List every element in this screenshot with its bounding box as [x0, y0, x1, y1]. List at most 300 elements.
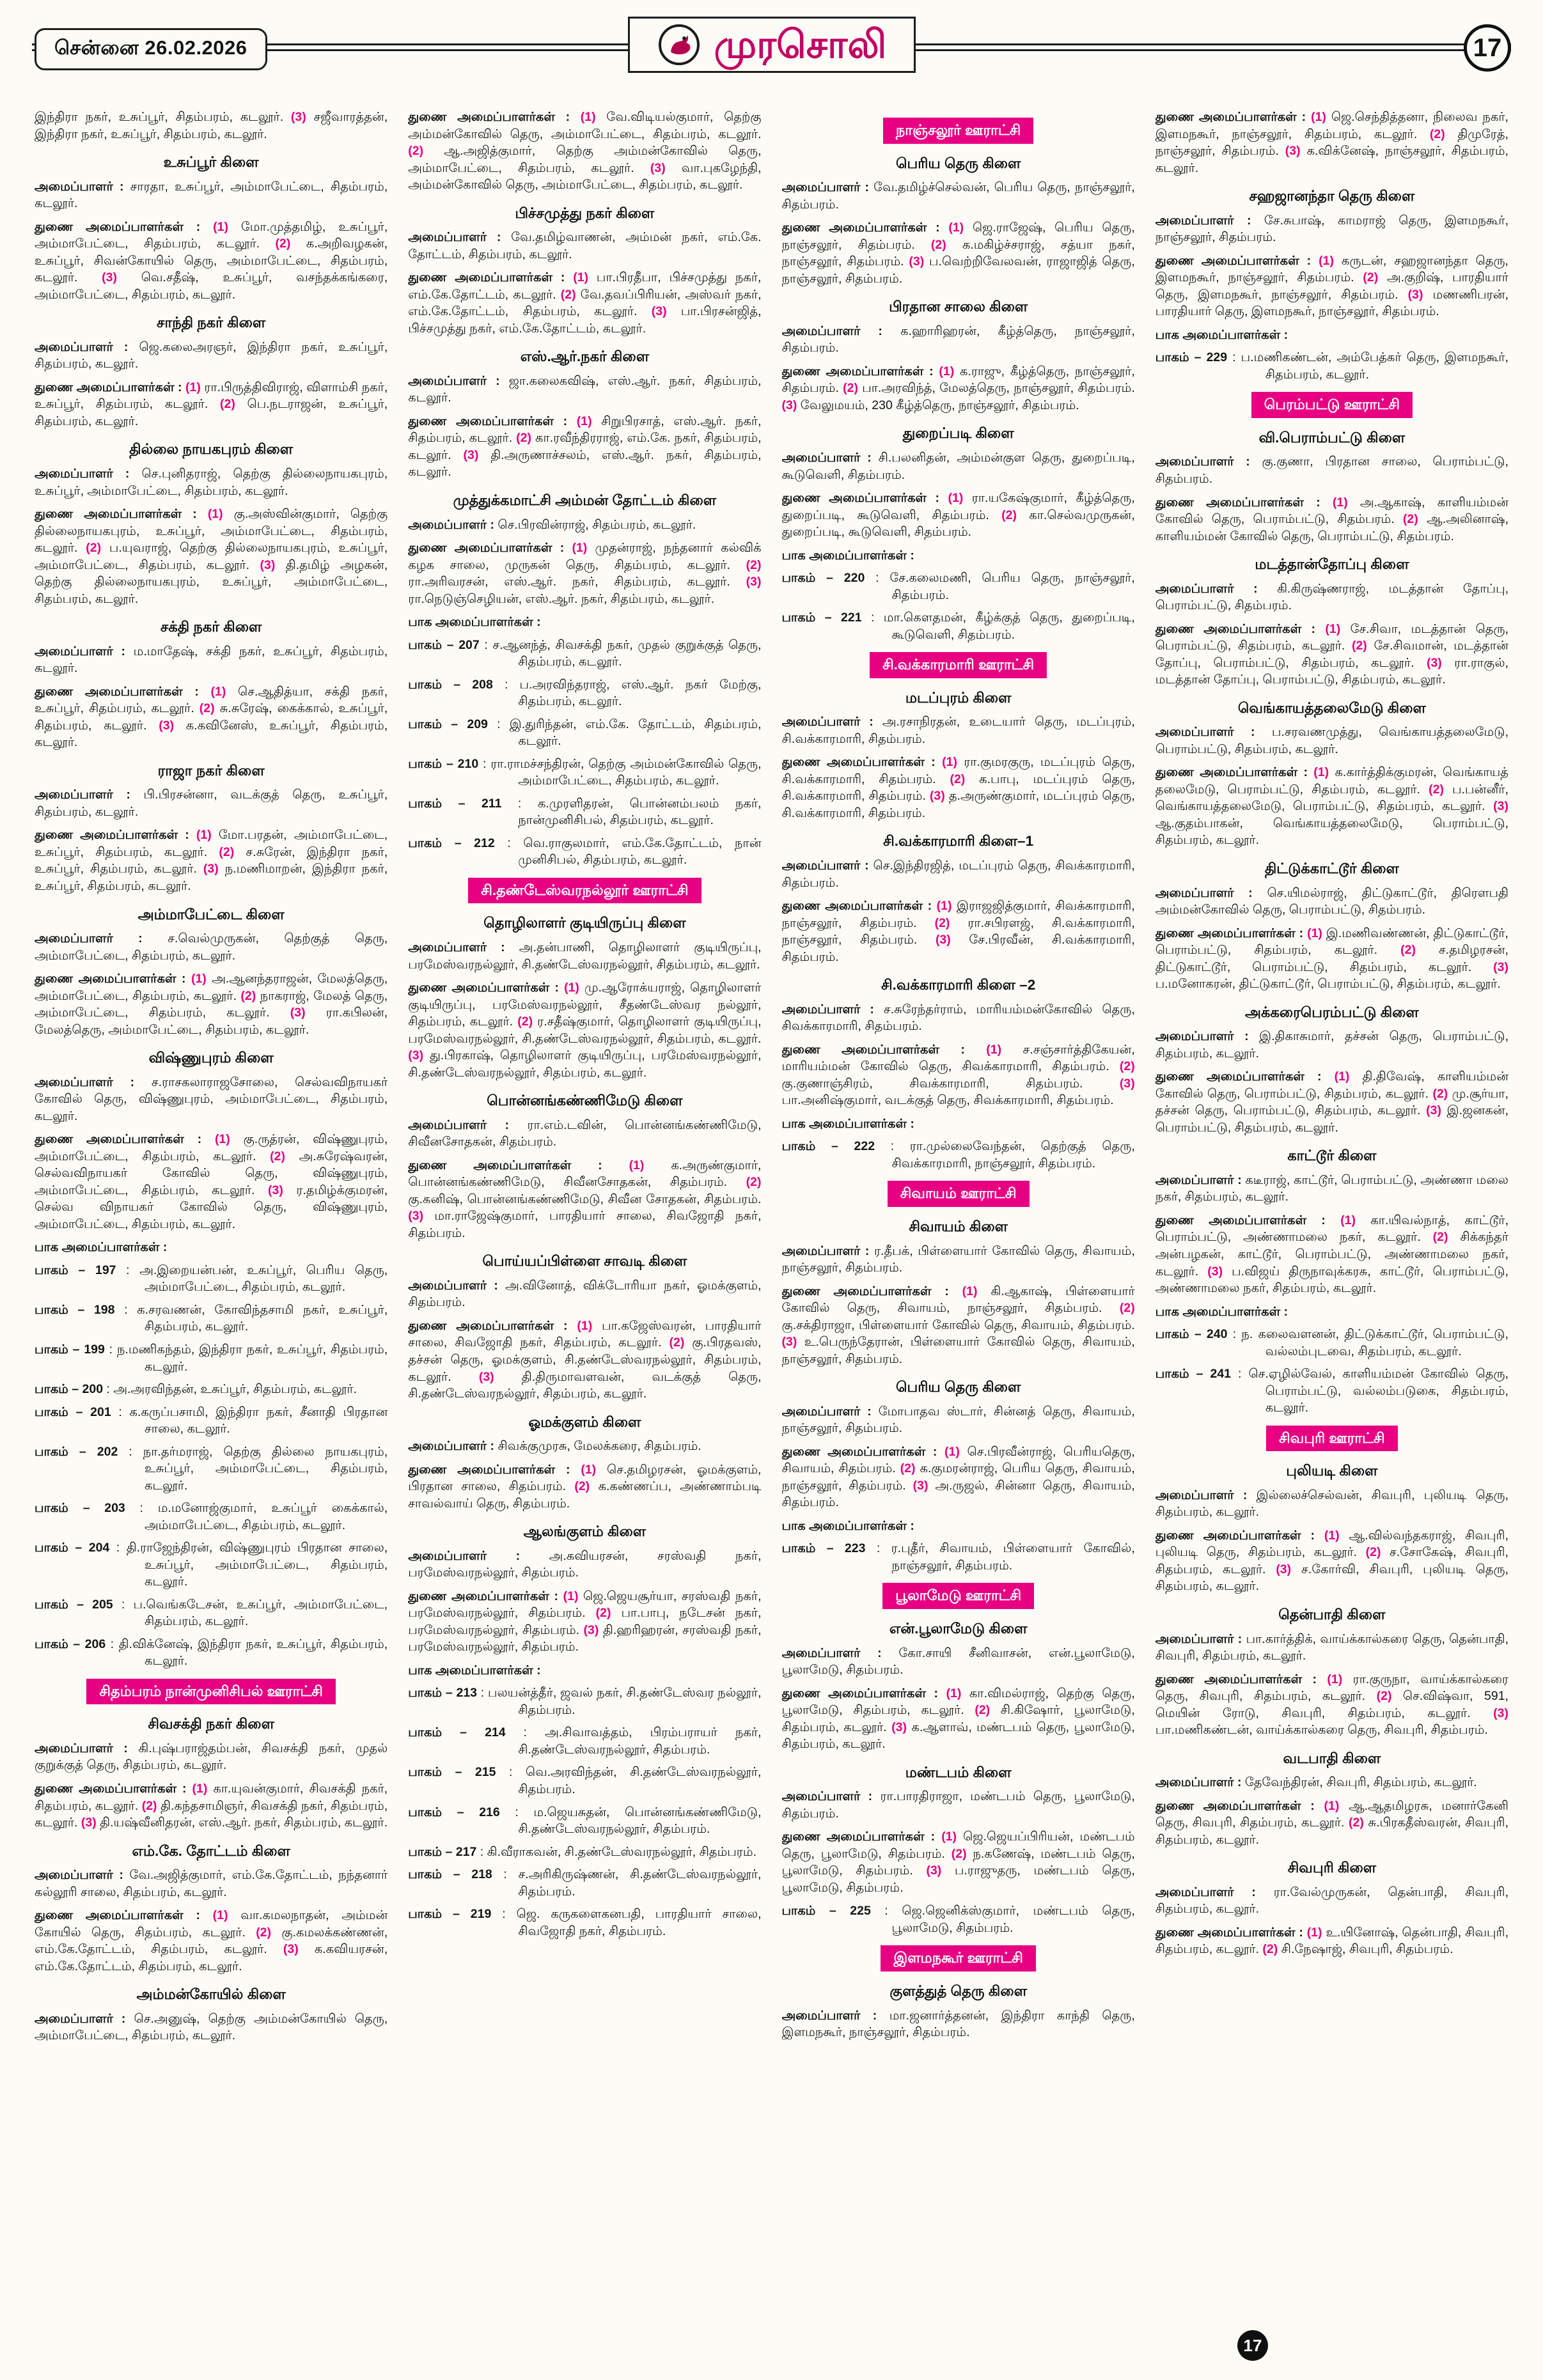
- entry-paragraph: துணை அமைப்பாளர்கள் : (1) கு.அஸ்வின்குமார், தெற்கு தில்லைநாயகபுரம், உசுப்பூர், அம்மாபேட்டை, சிதம்பரம், கடலூர். (2) ப.யுவராஜ், தெற்கு தில்லைநாயகபுரம், உசுப்பூர், அம்மாபேட்டை, சிதம்பரம், கடலூர். (3) தி.தமிழ் அழகன், தெற்கு தில்லைநாயகபுரம், உசுப்பூர், அம்மாபேட்டை, சிதம்பரம், கடலூர்.: [35, 507, 388, 606]
- role-label: அமைப்பாளர் :: [1155, 885, 1267, 900]
- role-label: துணை அமைப்பாளர்கள் :: [35, 1132, 215, 1147]
- item-number: (1): [576, 414, 592, 428]
- entry-paragraph: அமைப்பாளர் : கோ.சாயி சீனிவாசன், என்.பூலாமேடு, பூலாமேடு, சிதம்பரம்.: [781, 1645, 1135, 1677]
- role-label: துணை அமைப்பாளர்கள் :: [35, 507, 208, 522]
- branch-heading: சிவாயம் கிளை: [909, 1218, 1008, 1234]
- ward-entry: பாகம் – 205 : ப.வெங்கடேசன், உசுப்பூர், அம்மாபேட்டை, சிதம்பரம், கடலூர்.: [35, 1597, 388, 1629]
- role-label: துணை அமைப்பாளர்கள் :: [781, 899, 937, 914]
- role-label: துணை அமைப்பாளர்கள் :: [1155, 1069, 1335, 1084]
- branch-heading: சி.வக்காரமாரி கிளை–1: [883, 833, 1034, 850]
- item-number: (2): [1001, 508, 1017, 522]
- panchayat-section-header: சிவபுரி ஊராட்சி: [1266, 1426, 1398, 1452]
- ward-entry: பாகம் – 203 : ம.மனோஜ்குமார், உசுப்பூர் கைக்கால், அம்மாபேட்டை, சிதம்பரம், கடலூர்.: [35, 1501, 388, 1532]
- item-number: (2): [219, 397, 235, 412]
- item-number: (3): [102, 270, 118, 285]
- item-number: (2): [1363, 270, 1379, 285]
- entry-paragraph: அமைப்பாளர் : ஜெ.கலைஅரஞர், இந்திரா நகர், உசுப்பூர், சிதம்பரம், கடலூர்.: [35, 339, 388, 371]
- item-number: (1): [936, 899, 952, 914]
- branch-heading: குளத்துத் தெரு கிளை: [889, 1983, 1027, 2000]
- role-label: அமைப்பாளர் :: [35, 467, 142, 481]
- item-number: (2): [595, 1606, 611, 1621]
- item-number: (1): [942, 755, 957, 770]
- branch-heading: முத்துக்கமாட்சி அம்மன் தோட்டம் கிளை: [453, 492, 717, 508]
- role-label: அமைப்பாளர் :: [781, 180, 874, 195]
- role-label: அமைப்பாளர் :: [408, 1278, 506, 1293]
- item-number: (1): [946, 1686, 962, 1700]
- entry-paragraph: அமைப்பாளர் : ச.சுரேந்தர்ராம், மாரியம்மன்கோவில் தெரு, சிவக்காரமாரி, சிதம்பரம்.: [781, 1002, 1135, 1034]
- item-number: (1): [1340, 1213, 1356, 1227]
- item-number: (2): [574, 1479, 590, 1494]
- item-number: (1): [941, 1830, 957, 1844]
- role-label: துணை அமைப்பாளர்கள் :: [35, 1908, 213, 1923]
- branch-heading: விஷ்ணுபுரம் கிளை: [148, 1050, 274, 1066]
- entry-paragraph: துணை அமைப்பாளர்கள் : (1) கா.யிவல்நாத், காட்டூர், பெராம்பட்டு, அண்ணாமலை நகர், கடலூர். (2) சிக்கந்தர் அன்பழகன், காட்டூர், பெராம்பட்டு, அண்ணாமலை நகர், கடலூர். (3) ப.விஜய் திருநாவுக்கரசு, காட்டூர், பெராம்பட்டு, அண்ணாமலை நகர், சிதம்பரம், கடலூர்.: [1155, 1213, 1508, 1296]
- item-number: (1): [196, 828, 212, 843]
- ward-entry: பாகம் – 240 : ந. கலைவளனன், திட்டுக்காட்டூர், பெராம்பட்டு, வல்லம்புடவை, சிதம்பரம், கடலூர்.: [1155, 1327, 1508, 1358]
- role-label: துணை அமைப்பாளர்கள் :: [408, 1462, 581, 1477]
- item-number: (1): [577, 1318, 593, 1333]
- item-number: (2): [746, 557, 762, 572]
- panchayat-section-header: நாஞ்சலூர் ஊராட்சி: [883, 118, 1034, 144]
- item-number: (2): [517, 1015, 533, 1029]
- role-label: துணை அமைப்பாளர்கள் :: [35, 684, 211, 699]
- entry-paragraph: அமைப்பாளர் : அ.கவியரசன், சரஸ்வதி நகர், பரமேஸ்வரநல்லூர், சிதம்பரம்.: [408, 1548, 762, 1580]
- item-number: (2): [669, 1335, 685, 1350]
- entry-paragraph: துணை அமைப்பாளர்கள் : (1) பா.பிரதீபா, பிச்சமுத்து நகர், எம்.கே.தோட்டம், கடலூர். (2) வே.தவப்பிரியன், அஸ்வர் நகர், எம்.கே.தோட்டம், சிதம்பரம், கடலூர். (3) பா.பிரசன்ஜித், பிச்சமுத்து நகர், எம்.கே.தோட்டம், கடலூர்.: [408, 270, 762, 336]
- entry-paragraph: அமைப்பாளர் : கடீராஜ், காட்டூர், பெராம்பட்டு, அண்ணா மலை நகர், சிதம்பரம், கடலூர்.: [1155, 1172, 1508, 1204]
- item-number: (1): [192, 1781, 208, 1796]
- item-number: (2): [1349, 1816, 1364, 1830]
- ward-organizers-label: பாக அமைப்பாளர்கள் :: [1155, 1304, 1288, 1319]
- entry-paragraph: துணை அமைப்பாளர்கள் : (1) சிறுபிரசாத், எஸ்.ஆர். நகர், சிதம்பரம், கடலூர். (2) கா.ரவீந்திரராஜ், எம்.கே. நகர், சிதம்பரம், கடலூர். (3) தி.அருணாச்சலம், எஸ்.ஆர். நகர், சிதம்பரம், கடலூர்.: [408, 414, 762, 479]
- item-number: (1): [207, 507, 223, 522]
- role-label: துணை அமைப்பாளர்கள் :: [408, 414, 577, 428]
- entry-paragraph: இந்திரா நகர், உசுப்பூர், சிதம்பரம், கடலூர். (3) சஜீவாரத்தன், இந்திரா நகர், உசுப்பூர், சிதம்பரம், கடலூர்.: [35, 110, 388, 141]
- role-label: துணை அமைப்பாளர்கள் :: [1155, 765, 1314, 780]
- item-number: (1): [948, 221, 964, 235]
- page-header: [32, 24, 1511, 86]
- role-label: அமைப்பாளர் :: [781, 715, 882, 729]
- ward-number: பாகம் – 219: [408, 1907, 492, 1922]
- ward-number: பாகம் – 220: [781, 571, 865, 586]
- role-label: அமைப்பாளர் :: [35, 1868, 130, 1883]
- entry-paragraph: துணை அமைப்பாளர்கள் : (1) ஆ.ஆதமிழரசு, மனார்கேனி தெரு, சிவபுரி, சிதம்பரம், கடலூர். (2) சு.பிரகதீஸ்வரன், சிவபுரி, சிதம்பரம், கடலூர்.: [1155, 1798, 1508, 1847]
- text-column-2: [408, 109, 761, 2339]
- ward-entry: பாகம் – 204 : தி.ராஜேந்திரன், விஷ்ணுபுரம் பிரதான சாலை, உசுப்பூர், அம்மாபேட்டை, சிதம்பரம், கடலூர்.: [35, 1541, 388, 1589]
- ward-entry: பாகம் – 214 : அ.சிவாவத்தம், பிரம்பராயர் நகர், சி.தண்டேஸ்வரநல்லூர், சிதம்பரம்.: [408, 1725, 762, 1757]
- entry-paragraph: அமைப்பாளர் : தேவேந்திரன், சிவபுரி, சிதம்பரம், கடலூர்.: [1155, 1775, 1477, 1790]
- ward-number: பாகம் – 199: [35, 1342, 105, 1357]
- entry-paragraph: துணை அமைப்பாளர்கள் : (1) கு.ருத்ரன், விஷ்ணுபுரம், அம்மாபேட்டை, சிதம்பரம், கடலூர். (2) அ.சுரேஷ்வரன், செல்வவிநாயகர் கோவில் தெரு, விஷ்ணுபுரம், அம்மாபேட்டை, சிதம்பரம், கடலூர். (3) ர.தமிழ்க்குமரன், செல்வ விநாயகர் கோவில் தெரு, விஷ்ணுபுரம், அம்மாபேட்டை, சிதம்பரம், கடலூர்.: [35, 1132, 388, 1231]
- item-number: (1): [1307, 926, 1322, 940]
- entry-paragraph: அமைப்பாளர் : சி.பலனிதன், அம்மன்குள தெரு, துறைப்படி, கூடுவெளி, சிதம்பரம்.: [781, 451, 1135, 482]
- ward-entry: பாகம் – 222 : ரா.முல்லைவேந்தன், தெற்குத் தெரு, சிவக்காரமாரி, நாஞ்சலூர், சிதம்பரம்.: [781, 1139, 1135, 1171]
- ward-number: பாகம் – 204: [35, 1541, 110, 1555]
- item-number: (1): [1319, 253, 1334, 268]
- branch-heading: காட்டூர் கிளை: [1287, 1147, 1377, 1164]
- role-label: துணை அமைப்பாளர்கள் :: [1155, 110, 1312, 124]
- role-label: அமைப்பாளர் :: [35, 179, 130, 194]
- branch-heading: ராஜா நகர் கிளை: [157, 762, 265, 779]
- ward-number: பாகம் – 217: [408, 1844, 477, 1859]
- role-label: துணை அமைப்பாளர்கள் :: [408, 1589, 563, 1603]
- item-number: (2): [975, 1703, 991, 1718]
- entry-paragraph: துணை அமைப்பாளர்கள் : (1) மோ.முத்தமிழ், உசுப்பூர், அம்மாபேட்டை, சிதம்பரம், கடலூர். (2) க.அறிவழகன், உசுப்பூர், சிவன்கோயில் தெரு, அம்மாபேட்டை, சிதம்பரம், கடலூர். (3) வெ.சதீஷ், உசுப்பூர், வசந்தக்கங்கரை, அம்மாபேட்டை, சிதம்பரம், கடலூர்.: [35, 219, 388, 302]
- ward-entry: பாகம் – 211 : க.முரளிதரன், பொன்னம்பலம் நகர், நான்முனிசிபல், சிதம்பரம், கடலூர்.: [408, 796, 762, 828]
- ward-entry: பாகம் – 208 : ப.அரவிந்தராஜ், எஸ்.ஆர். நகர் மேற்கு, சிதம்பரம், கடலூர்.: [408, 677, 762, 709]
- entry-paragraph: அமைப்பாளர் : கி.கிருஷ்ணராஜ், மடத்தான் தோப்பு, பெராம்பட்டு, சிதம்பரம்.: [1155, 581, 1508, 613]
- branch-heading: சாந்தி நகர் கிளை: [157, 315, 266, 331]
- branch-heading: அக்கரைபெரம்பட்டு கிளை: [1245, 1004, 1419, 1020]
- entry-paragraph: துணை அமைப்பாளர்கள் : (1) ஜெ.ராஜேஷ், பெரிய தெரு, நாஞ்சலூர், சிதம்பரம். (2) க.மகிழ்ச்சராஜ், சத்யா நகர், நாஞ்சலூர், சிதம்பரம். (3) ப.வெற்றிவேலவன், ராஜாஜித் தெரு, நாஞ்சலூர், சிதம்பரம்.: [781, 221, 1135, 286]
- item-number: (3): [283, 1942, 299, 1957]
- panchayat-section-header: பெரம்பட்டு ஊராட்சி: [1251, 392, 1413, 418]
- entry-paragraph: துணை அமைப்பாளர்கள் : (1) முதன்ராஜ், நந்தனார் கல்விக் கழக சாலை, முருகன் தெரு, சிதம்பரம், கடலூர். (2) ரா.அரிவரசன், எஸ்.ஆர். நகர், சிதம்பரம், கடலூர். (3) ரா.நெடுஞ்செழியன், எஸ்.ஆர். நகர், சிதம்பரம், கடலூர்.: [408, 541, 762, 606]
- item-number: (2): [199, 701, 215, 716]
- role-label: அமைப்பாளர் :: [35, 644, 134, 658]
- role-label: அமைப்பாளர் :: [1155, 1775, 1245, 1790]
- branch-heading: சக்தி நகர் கிளை: [160, 619, 262, 635]
- ward-entry: பாகம் – 225 : ஜெ.ஜெனிக்ஸ்குமார், மண்டபம் தெரு, பூலாமேடு, சிதம்பரம்.: [781, 1904, 1135, 1935]
- branch-heading: என்.பூலாமேடு கிளை: [889, 1621, 1028, 1637]
- item-number: (2): [1365, 1545, 1381, 1560]
- item-number: (3): [1276, 1562, 1292, 1576]
- item-number: (3): [260, 557, 276, 572]
- ward-organizers-label: பாக அமைப்பாளர்கள் :: [781, 1116, 914, 1131]
- role-label: துணை அமைப்பாளர்கள் :: [408, 270, 574, 285]
- ward-number: பாகம் – 206: [35, 1637, 106, 1651]
- branch-heading: சி.வக்காரமாரி கிளை –2: [881, 977, 1036, 993]
- masthead: [628, 17, 916, 73]
- ward-entry: பாகம் – 229 : ப.மணிகண்டன், அம்பேத்கர் தெரு, இளமநகூர், சிதம்பரம், கடலூர்.: [1155, 350, 1508, 382]
- ward-number: பாகம் – 207: [408, 637, 480, 652]
- role-label: அமைப்பாளர் :: [408, 373, 509, 388]
- entry-paragraph: துணை அமைப்பாளர்கள் : (1) அ.ஆனந்தராஜன், மேலத்தெரு, அம்மாபேட்டை, சிதம்பரம், கடலூர். (2) நாகராஜ், மேலத் தெரு, அம்மாபேட்டை, சிதம்பரம், கடலூர். (3) ரா.கபிலன், மேலத்தெரு, அம்மாபேட்டை, சிதம்பரம், கடலூர்.: [35, 972, 388, 1037]
- ward-entry: பாகம் – 219 : ஜெ. கருகளைகனபதி, பாரதியார் சாலை, சிவஜோதி நகர், சிதம்பரம்.: [408, 1907, 762, 1938]
- ward-number: பாகம் – 198: [35, 1302, 115, 1317]
- text-column-1: [35, 109, 388, 2339]
- ward-number: பாகம் – 223: [781, 1541, 866, 1556]
- panchayat-section-header: சி.வக்காரமாரி ஊராட்சி: [870, 652, 1047, 678]
- role-label: துணை அமைப்பாளர்கள் :: [35, 219, 214, 234]
- item-number: (2): [934, 915, 950, 930]
- role-label: துணை அமைப்பாளர்கள் :: [781, 1830, 942, 1844]
- role-label: துணை அமைப்பாளர்கள் :: [781, 364, 939, 378]
- ward-number: பாகம் – 200: [35, 1382, 104, 1397]
- role-label: அமைப்பாளர் :: [408, 1439, 498, 1454]
- item-number: (1): [1332, 495, 1348, 509]
- role-label: அமைப்பாளர் :: [781, 1789, 881, 1804]
- role-label: அமைப்பாளர் :: [35, 931, 168, 946]
- panchayat-section-header: இளமநகூர் ஊராட்சி: [881, 1945, 1036, 1972]
- item-number: (1): [1324, 1528, 1340, 1543]
- ward-number: பாகம் – 213: [408, 1686, 478, 1700]
- item-number: (1): [1327, 1672, 1343, 1686]
- item-number: (3): [1285, 144, 1301, 159]
- panchayat-section-header: சிதம்பரம் நான்முனிசிபல் ஊராட்சி: [86, 1679, 336, 1705]
- branch-heading: சிவசக்தி நகர் கிளை: [148, 1716, 274, 1732]
- role-label: துணை அமைப்பாளர்கள் :: [35, 828, 196, 843]
- item-number: (2): [516, 431, 531, 446]
- entry-paragraph: அமைப்பாளர் : கி.புஷ்பராஜ்தம்பன், சிவசக்தி நகர், முதல் குறுக்குத் தெரு, சிதம்பரம், கடலூர்.: [35, 1741, 388, 1773]
- role-label: துணை அமைப்பாளர்கள் :: [1155, 1798, 1324, 1813]
- item-number: (1): [580, 110, 596, 124]
- entry-paragraph: அமைப்பாளர் : ம.மாதேஷ், சக்தி நகர், உசுப்பூர், சிதம்பரம், கடலூர்.: [35, 644, 388, 676]
- entry-paragraph: துணை அமைப்பாளர்கள் : (1) வே.விடியல்குமார், தெற்கு அம்மன்கோவில் தெரு, அம்மாபேட்டை, சிதம்பரம், கடலூர். (2) ஆ.அஜித்குமார், தெற்கு அம்மன்கோவில் தெரு, அம்மாபேட்டை, சிதம்பரம், கடலூர். (3) வா.புகழேந்தி, அம்மன்கோவில் தெரு, அம்மாபேட்டை, சிதம்பரம், கடலூர்.: [408, 110, 762, 192]
- role-label: அமைப்பாளர் :: [408, 1548, 549, 1563]
- item-number: (1): [948, 491, 964, 506]
- ward-number: பாகம் – 216: [408, 1805, 500, 1819]
- ward-entry: பாகம் – 223 : ர.புதீர், சிவாயம், பிள்ளையார் கோவில், நாஞ்சலூர், சிதம்பரம்.: [781, 1541, 1135, 1573]
- item-number: (2): [1429, 782, 1445, 797]
- entry-paragraph: அமைப்பாளர் : ரா.வேல்முருகன், தென்பாதி, சிவபுரி, சிதம்பரம், கடலூர்.: [1155, 1885, 1508, 1917]
- item-number: (2): [1429, 127, 1445, 141]
- role-label: துணை அமைப்பாளர்கள் :: [781, 1284, 962, 1298]
- item-number: (3): [891, 1720, 907, 1734]
- item-number: (2): [86, 541, 102, 556]
- branch-heading: மடத்தான்தோப்பு கிளை: [1255, 556, 1409, 573]
- branch-heading: அம்மாபேட்டை கிளை: [137, 906, 285, 922]
- ward-entry: பாகம் – 198 : க.சரவணன், கோவிந்தசாமி நகர், உசுப்பூர், சிதம்பரம், கடலூர்.: [35, 1302, 388, 1334]
- item-number: (2): [950, 772, 966, 786]
- branch-heading: மடப்புரம் கிளை: [905, 689, 1012, 706]
- item-number: (3): [290, 110, 306, 124]
- branch-heading: மண்டபம் கிளை: [905, 1764, 1012, 1780]
- branch-heading: எம்.கே. தோட்டம் கிளை: [132, 1842, 290, 1859]
- ward-entry: பாகம் – 218 : ச.அரிகிருஷ்ணன், சி.தண்டேஸ்வரநல்லூர், சிதம்பரம்.: [408, 1867, 762, 1899]
- footer-page-number: 17: [1237, 2330, 1268, 2361]
- edition-city-date: சென்னை 26.02.2026: [35, 28, 267, 70]
- branch-heading: பிச்சமுத்து நகர் கிளை: [515, 205, 655, 221]
- item-number: (1): [573, 270, 589, 285]
- branch-heading: வெங்காயத்தலைமேடு கிளை: [1237, 699, 1426, 716]
- entry-paragraph: அமைப்பாளர் : இல்லைச்செல்வன், சிவபுரி, புலியடி தெரு, சிதம்பரம், கடலூர்.: [1155, 1488, 1508, 1520]
- role-label: அமைப்பாளர் :: [35, 339, 139, 354]
- item-number: (3): [650, 160, 666, 175]
- entry-paragraph: துணை அமைப்பாளர்கள் : (1) பா.கஜேஸ்வரன், பாரதியார் சாலை, சிவஜோதி நகர், சிதம்பரம், கடலூர். (2) கு.பிரதவஸ், தச்சன் தெரு, ஓமக்குளம், சி.தண்டேஸ்வரநல்லூர், சிதம்பரம், கடலூர். (3) தி.திருமாவளவன், வடக்குத் தெரு, சி.தண்டேஸ்வரநல்லூர், சிதம்பரம், கடலூர்.: [408, 1318, 762, 1401]
- item-number: (3): [290, 1006, 306, 1020]
- item-number: (3): [159, 718, 175, 733]
- entry-paragraph: துணை அமைப்பாளர்கள் : (1) கருடன், சஹஜானந்தா தெரு, இளமநகூர், நாஞ்சலூர், சிதம்பரம். (2) அ.குறிஷ், பாரதியார் தெரு, இளமநகூர், நாஞ்சலூர், சிதம்பரம். (3) மணணிபரன், பாரதியார் தெரு, இளமநகூர், நாஞ்சலூர், சிதம்பரம்.: [1155, 253, 1508, 319]
- role-label: அமைப்பாளர் :: [1155, 1029, 1260, 1044]
- item-number: (3): [478, 1369, 494, 1384]
- item-number: (3): [781, 1335, 797, 1349]
- item-number: (2): [219, 844, 235, 859]
- branch-heading: திட்டுக்காட்டூர் கிளை: [1264, 860, 1399, 876]
- item-number: (1): [581, 1462, 597, 1477]
- role-label: அமைப்பாளர் :: [408, 1117, 528, 1132]
- item-number: (3): [1407, 287, 1423, 302]
- item-number: (2): [1351, 639, 1367, 653]
- item-number: (3): [929, 789, 945, 804]
- role-label: துணை அமைப்பாளர்கள் :: [781, 1444, 945, 1459]
- branch-heading: தில்லை நாயகபுரம் கிளை: [129, 441, 294, 458]
- item-number: (2): [930, 237, 946, 252]
- panchayat-section-header: பூலாமேடு ஊராட்சி: [882, 1583, 1034, 1609]
- entry-paragraph: துணை அமைப்பாளர்கள் : (1) க.ராஜு, கீழ்த்தெரு, நாஞ்சலூர், சிதம்பரம். (2) பா.அரவிந்த், மேலத்தெரு, நாஞ்சலூர், சிதம்பரம். (3) வேலுமயம், 230 கீழ்த்தெரு, நாஞ்சலூர், சிதம்பரம்.: [781, 364, 1135, 412]
- item-number: (3): [203, 862, 219, 876]
- ward-organizers-label: பாக அமைப்பாளர்கள் :: [781, 548, 914, 563]
- item-number: (3): [926, 1863, 942, 1878]
- entry-paragraph: அமைப்பாளர் : சிவக்குமுரசு, மேலக்கரை, சிதம்பரம்.: [408, 1439, 701, 1454]
- ward-entry: பாகம் – 216 : ம.ஜெயசுதன், பொன்னங்கண்ணிமேடு, சி.தண்டேஸ்வரநல்லூர், சிதம்பரம்.: [408, 1805, 762, 1837]
- entry-paragraph: அமைப்பாளர் : வே.தமிழ்வாணன், அம்மன் நகர், எம்.கே. தோட்டம், சிதம்பரம், கடலூர்.: [408, 230, 762, 261]
- entry-paragraph: துணை அமைப்பாளர்கள் : (1) ஜெ.செந்தித்தனா, நிலைவ நகர், இளமநகூர், நாஞ்சலூர், சிதம்பரம், கடலூர். (2) திமுரேத், நாஞ்சலூர், சிதம்பரம். (3) க.விக்னேஷ், நாஞ்சலூர், சிதம்பரம், கடலூர்.: [1155, 110, 1508, 175]
- item-number: (2): [408, 144, 424, 159]
- item-number: (1): [1313, 765, 1329, 780]
- item-number: (1): [1325, 621, 1341, 636]
- entry-paragraph: அமைப்பாளர் : பி.பிரசன்னா, வடக்குத் தெரு, உசுப்பூர், சிதம்பரம், கடலூர்.: [35, 788, 388, 819]
- item-number: (2): [560, 287, 576, 302]
- item-number: (2): [1262, 1942, 1278, 1957]
- entry-paragraph: துணை அமைப்பாளர்கள் : (1) இ.மணிவண்ணன், திட்டுகாட்டூர், பெராம்பட்டு, சிதம்பரம், கடலூர். (2) ச.தமிழரசன், திட்டுகாட்டூர், பெராம்பட்டு, சிதம்பரம், கடலூர். (3) ப.மனோகரன், திட்டுகாட்டூர், பெராம்பட்டு, சிதம்பரம், கடலூர்.: [1155, 926, 1508, 992]
- entry-paragraph: துணை அமைப்பாளர்கள் : (1) கா.யுவன்குமார், சிவசக்தி நகர், சிதம்பரம், கடலூர். (2) தி.கந்தசாமிஞர், சிவசக்தி நகர், சிதம்பரம், கடலூர். (3) தி.யஷ்வீனிதரன், எஸ்.ஆர். நகர், சிதம்பரம், கடலூர்.: [35, 1781, 388, 1830]
- branch-heading: பிரதான சாலை கிளை: [889, 299, 1028, 315]
- branch-heading: தென்பாதி கிளை: [1278, 1606, 1386, 1622]
- item-number: (1): [191, 972, 207, 986]
- entry-paragraph: அமைப்பாளர் : கு.குணா, பிரதான சாலை, பெராம்பட்டு, சிதம்பரம்.: [1155, 455, 1508, 486]
- ward-entry: பாகம் – 220 : சே.கலைமணி, பெரிய தெரு, நாஞ்சலூர், சிதம்பரம்.: [781, 571, 1135, 602]
- entry-paragraph: துணை அமைப்பாளர்கள் : (1) இராஜஜித்குமார், சிவக்காரமாரி, நாஞ்சலூர், சிதம்பரம். (2) ரா.சபிரளஜ், சி.வக்காரமாரி, நாஞ்சலூர், சிதம்பரம். (3) சே.பிரவீன், சி.வக்காரமாரி, சிதம்பரம்.: [781, 899, 1135, 964]
- item-number: (3): [651, 304, 667, 319]
- entry-paragraph: அமைப்பாளர் : வே.தமிழ்ச்செல்வன், பெரிய தெரு, நாஞ்சலூர், சிதம்பரம்.: [781, 180, 1135, 212]
- branch-heading: துறைப்படி கிளை: [902, 425, 1014, 442]
- item-number: (3): [746, 575, 762, 589]
- role-label: அமைப்பாளர் :: [35, 788, 144, 802]
- item-number: (3): [935, 933, 951, 947]
- entry-paragraph: துணை அமைப்பாளர்கள் : (1) தி.திவேஷ், காளியம்மன் கோவில் தெரு, பெராம்பட்டு, சிதம்பரம், கடலூர். (2) மு.சூர்யா, தச்சன் தெரு, பெராம்பட்டு, சிதம்பரம், கடலூர். (3) இ.ஜனகன், பெராம்பட்டு, சிதம்பரம், கடலூர்.: [1155, 1069, 1508, 1135]
- item-number: (1): [563, 1589, 579, 1603]
- role-label: அமைப்பாளர் :: [35, 1075, 152, 1089]
- item-number: (3): [81, 1816, 97, 1830]
- ward-entry: பாகம் – 210 : ரா.ராமச்சந்திரன், தெற்கு அம்மன்கோவில் தெரு, அம்மாபேட்டை, சிதம்பரம், கடலூர்.: [408, 756, 762, 788]
- item-number: (2): [1432, 1086, 1448, 1101]
- ward-number: பாகம் – 201: [35, 1404, 111, 1419]
- ward-number: பாகம் – 218: [408, 1867, 492, 1882]
- ward-entry: பாகம் – 221 : மா.கௌதமன், கீழ்க்குத் தெரு, துறைப்படி, கூடுவெளி, சிதம்பரம்.: [781, 611, 1135, 642]
- entry-paragraph: துணை அமைப்பாளர்கள் : (1) செ.தமிழரசன், ஓமக்குளம், பிரதான சாலை, சிதம்பரம். (2) க.கண்ணப்ப, அண்ணாம்படி சாவல்வாய் தெரு, சிதம்பரம்.: [408, 1462, 762, 1511]
- role-label: துணை அமைப்பாளர்கள் :: [1155, 1213, 1341, 1227]
- item-number: (1): [185, 380, 201, 394]
- ward-entry: பாகம் – 199 : ந.மணிகந்தம், இந்திரா நகர், உசுப்பூர், சிதம்பரம், கடலூர்.: [35, 1342, 388, 1374]
- entry-paragraph: அமைப்பாளர் : ஜா.கலைகவிஷ், எஸ்.ஆர். நகர், சிதம்பரம், கடலூர்.: [408, 373, 762, 405]
- ward-entry: பாகம் – 212 : வெ.ராகுலமார், எம்.கே.தோட்டம், நான் முனிசிபல், சிதம்பரம், கடலூர்.: [408, 836, 762, 867]
- entry-paragraph: அமைப்பாளர் : செ.யிமல்ராஜ், திட்டுகாட்டூர், திரௌபதி அம்மன்கோவில் தெரு, பெராம்பட்டு, சிதம்பரம்.: [1155, 885, 1508, 917]
- item-number: (1): [1306, 1925, 1322, 1940]
- role-label: துணை அமைப்பாளர்கள் :: [781, 491, 948, 506]
- role-label: அமைப்பாளர் :: [35, 1741, 139, 1755]
- ward-number: பாகம் – 210: [408, 756, 479, 771]
- ward-number: பாகம் – 197: [35, 1263, 116, 1277]
- entry-paragraph: அமைப்பாளர் : இ.திகாசுமார், தச்சன் தெரு, பெராம்பட்டு, சிதம்பரம், கடலூர்.: [1155, 1029, 1508, 1061]
- branch-heading: தொழிலாளர் குடியிருப்பு கிளை: [483, 915, 686, 931]
- entry-paragraph: துணை அமைப்பாளர்கள் : (1) வா.கமலநாதன், அம்மன் கோயில் தெரு, சிதம்பரம், கடலூர். (2) கு.கமலக்கண்ணன், எம்.கே.தோட்டம், சிதம்பரம், கடலூர். (3) க.கவியரசன், எம்.கே.தோட்டம், சிதம்பரம், கடலூர்.: [35, 1908, 388, 1973]
- item-number: (3): [1207, 1264, 1223, 1279]
- entry-paragraph: அமைப்பாளர் : ச.ராசகலாராஜசோலை, செல்வவிநாயகர் கோவில் தெரு, விஷ்ணுபுரம், அம்மாபேட்டை, சிதம்பரம், கடலூர்.: [35, 1075, 388, 1123]
- branch-heading: எஸ்.ஆர்.நகர் கிளை: [520, 348, 650, 365]
- role-label: அமைப்பாளர் :: [1155, 1631, 1246, 1646]
- role-label: அமைப்பாளர் :: [781, 323, 901, 338]
- role-label: அமைப்பாளர் :: [781, 859, 873, 873]
- entry-paragraph: துணை அமைப்பாளர்கள் : (1) க.அருண்குமார், பொன்னங்கண்ணிமேடு, சிவீனசோதகன், சிதம்பரம். (2) கு.கனிஷ், பொன்னங்கண்ணிமேடு, சிவீன சோதகன், சிதம்பரம். (3) மா.ராஜேஷ்குமார், பாரதியார் சாலை, சிவஜோதி நகர், சிதம்பரம்.: [408, 1158, 762, 1240]
- panchayat-section-header: சி.தண்டேஸ்வரநல்லூர் ஊராட்சி: [468, 878, 701, 904]
- entry-paragraph: அமைப்பாளர் : செ.புனிதராஜ், தெற்கு தில்லைநாயகபுரம், உசுப்பூர், அம்மாபேட்டை, சிதம்பரம், கடலூர்.: [35, 467, 388, 498]
- entry-paragraph: அமைப்பாளர் : பா.கார்த்திக், வாய்க்கால்கரை தெரு, தென்பாதி, சிவபுரி, சிதம்பரம், கடலூர்.: [1155, 1631, 1508, 1663]
- item-number: (3): [408, 1209, 424, 1224]
- role-label: துணை அமைப்பாளர்கள் :: [1155, 495, 1333, 509]
- ward-entry: பாகம் – 207 : ச.ஆனந்த், சிவசக்தி நகர், முதல் குறுக்குத் தெரு, சிதம்பரம், கடலூர்.: [408, 637, 762, 669]
- item-number: (3): [781, 398, 797, 412]
- item-number: (1): [1334, 1069, 1350, 1084]
- masthead-rooster-logo-icon: [657, 22, 701, 67]
- branch-heading: உசுப்பூர் கிளை: [163, 154, 259, 171]
- item-number: (3): [912, 1478, 928, 1493]
- role-label: அமைப்பாளர் :: [781, 2008, 889, 2023]
- item-number: (2): [275, 237, 291, 251]
- branch-heading: ஆலங்குளம் கிளை: [523, 1523, 646, 1540]
- entry-paragraph: துணை அமைப்பாளர்கள் : (1) சே.சிவா, மடத்தான் தெரு, பெராம்பட்டு, சிதம்பரம், கடலூர். (2) சே.சிவமான், மடத்தான் தோப்பு, பெராம்பட்டு, சிதம்பரம், கடலூர். (3) ரா.ராகுல், மடத்தான் தோப்பு, பெராம்பட்டு, சிதம்பரம், கடலூர்.: [1155, 621, 1508, 687]
- entry-paragraph: அமைப்பாளர் : செ.இந்திரஜித், மடப்புரம் தெரு, சிவக்காரமாரி, சிதம்பரம்.: [781, 859, 1135, 890]
- branch-heading: பெரிய தெரு கிளை: [895, 1379, 1021, 1396]
- ward-number: பாகம் – 222: [781, 1139, 875, 1154]
- item-number: (3): [1426, 655, 1442, 670]
- ward-entry: பாகம் – 241 : செ.ஏழில்வேல், காளியம்மன் கோவில் தெரு, பெராம்பட்டு, வல்லம்படுகை, சிதம்பரம், கடலூர்.: [1155, 1367, 1508, 1415]
- entry-paragraph: துணை அமைப்பாளர்கள் : (1) மு.ஆரோக்யராஜ், தொழிலாளர் குடியிருப்பு, பரமேஸ்வரநல்லூர், சீதண்டேஸ்வர நல்லூர், சிதம்பரம், கடலூர். (2) ர.சதீஷ்குமார், தொழிலாளர் குடியிருப்பு, பரமேஸ்வரநல்லூர், சி.தண்டேஸ்வரநல்லூர், சிதம்பரம், கடலூர். (3) து.பிரகாஷ், தொழிலாளர் குடியிருப்பு, பரமேஸ்வரநல்லூர், சி.தண்டேஸ்வரநல்லூர், சிதம்பரம், கடலூர்.: [408, 981, 762, 1080]
- entry-paragraph: அமைப்பாளர் : அ.ரசாநிரதன், உடையார் தெரு, மடப்புரம், சி.வக்காரமாரி, சிதம்பரம்.: [781, 715, 1135, 746]
- item-number: (3): [909, 254, 925, 269]
- role-label: துணை அமைப்பாளர்கள் :: [1155, 1925, 1307, 1940]
- item-number: (3): [267, 1183, 283, 1197]
- item-number: (3): [1493, 960, 1508, 974]
- item-number: (1): [939, 364, 955, 378]
- role-label: அமைப்பாளர் :: [781, 1645, 899, 1660]
- entry-paragraph: துணை அமைப்பாளர்கள் : (1) ரா.பிருத்திவிராஜ், விளாம்சி நகர், உசுப்பூர், சிதம்பரம், கடலூர். (2) பெ.நடராஜன், உசுப்பூர், சிதம்பரம், கடலூர்.: [35, 380, 388, 428]
- role-label: துணை அமைப்பாளர்கள் :: [408, 1158, 629, 1172]
- entry-paragraph: துணை அமைப்பாளர்கள் : (1) கா.விமல்ராஜ், தெற்கு தெரு, பூலாமேடு, சிதம்பரம், கடலூர். (2) சி.கிஷோர், பூலாமேடு, சிதம்பரம், கடலூர். (3) க.ஆளாவ், மண்டபம் தெரு, பூலாமேடு, சிதம்பரம், கடலூர்.: [781, 1686, 1135, 1752]
- entry-paragraph: அமைப்பாளர் : அ.தன்பாணி, தொழிலாளர் குடியிருப்பு, பரமேஸ்வரநல்லூர், சி.தண்டேஸ்வரநல்லூர், சிதம்பரம், கடலூர்.: [408, 940, 762, 972]
- item-number: (3): [408, 1048, 424, 1063]
- panchayat-section-header: சிவாயம் ஊராட்சி: [888, 1181, 1030, 1207]
- role-label: அமைப்பாளர் :: [1155, 1488, 1257, 1502]
- item-number: (1): [1311, 110, 1326, 124]
- entry-paragraph: துணை அமைப்பாளர்கள் : (1) செ.பிரவீன்ராஜ், பெரியதெரு, சிவாயம், சிதம்பரம். (2) க.குமரன்ராஜ், பெரிய தெரு, சிவாயம், நாஞ்சலூர், சிதம்பரம். (3) அ.ருஜல், சின்னா தெரு, சிவாயம், சிதம்பரம்.: [781, 1444, 1135, 1510]
- ward-entry: பாகம் – 200 : அ.அரவிந்தன், உசுப்பூர், சிதம்பரம், கடலூர்.: [35, 1382, 357, 1397]
- ward-entry: பாகம் – 213 : பலயன்த்தீர், ஜவல் நகர், சி.தண்டேஸ்வர நல்லூர், சிதம்பரம்.: [408, 1686, 762, 1717]
- ward-number: பாகம் – 205: [35, 1597, 113, 1612]
- role-label: அமைப்பாளர் :: [1155, 725, 1272, 740]
- item-number: (2): [141, 1798, 157, 1813]
- role-label: துணை அமைப்பாளர்கள் :: [1155, 926, 1308, 940]
- role-label: அமைப்பாளர் :: [1155, 1885, 1274, 1899]
- entry-paragraph: அமைப்பாளர் : ச.வெல்முருகன், தெற்குத் தெரு, அம்மாபேட்டை, சிதம்பரம், கடலூர்.: [35, 931, 388, 963]
- role-label: அமைப்பாளர் :: [1155, 1172, 1246, 1187]
- ward-organizers-label: பாக அமைப்பாளர்கள் :: [408, 1663, 541, 1677]
- role-label: துணை அமைப்பாளர்கள் :: [35, 1781, 192, 1796]
- item-number: (2): [1119, 1301, 1135, 1316]
- role-label: அமைப்பாளர் :: [781, 451, 879, 465]
- item-number: (3): [1493, 799, 1508, 814]
- entry-paragraph: அமைப்பாளர் : ர.தீபக், பிள்ளையார் கோவில் தெரு, சிவாயம், நாஞ்சலூர், சிதம்பரம்.: [781, 1243, 1135, 1275]
- item-number: (2): [270, 1149, 285, 1163]
- ward-organizers-label: பாக அமைப்பாளர்கள் :: [1155, 327, 1288, 342]
- role-label: துணை அமைப்பாளர்கள் :: [1155, 1528, 1324, 1543]
- ward-number: பாகம் – 221: [781, 611, 862, 625]
- item-number: (1): [572, 541, 588, 556]
- entry-paragraph: அமைப்பாளர் : அ.வினோத், விக்டோரியா நகர், ஓமக்குளம், சிதம்பரம்.: [408, 1278, 762, 1310]
- role-label: அமைப்பாளர் :: [408, 517, 498, 532]
- branch-heading: பொய்யப்பிள்ளை சாவடி கிளை: [482, 1253, 687, 1270]
- entry-paragraph: அமைப்பாளர் : ப.சரவணமுத்து, வெங்காயத்தலைமேடு, பெராம்பட்டு, சிதம்பரம், கடலூர்.: [1155, 725, 1508, 756]
